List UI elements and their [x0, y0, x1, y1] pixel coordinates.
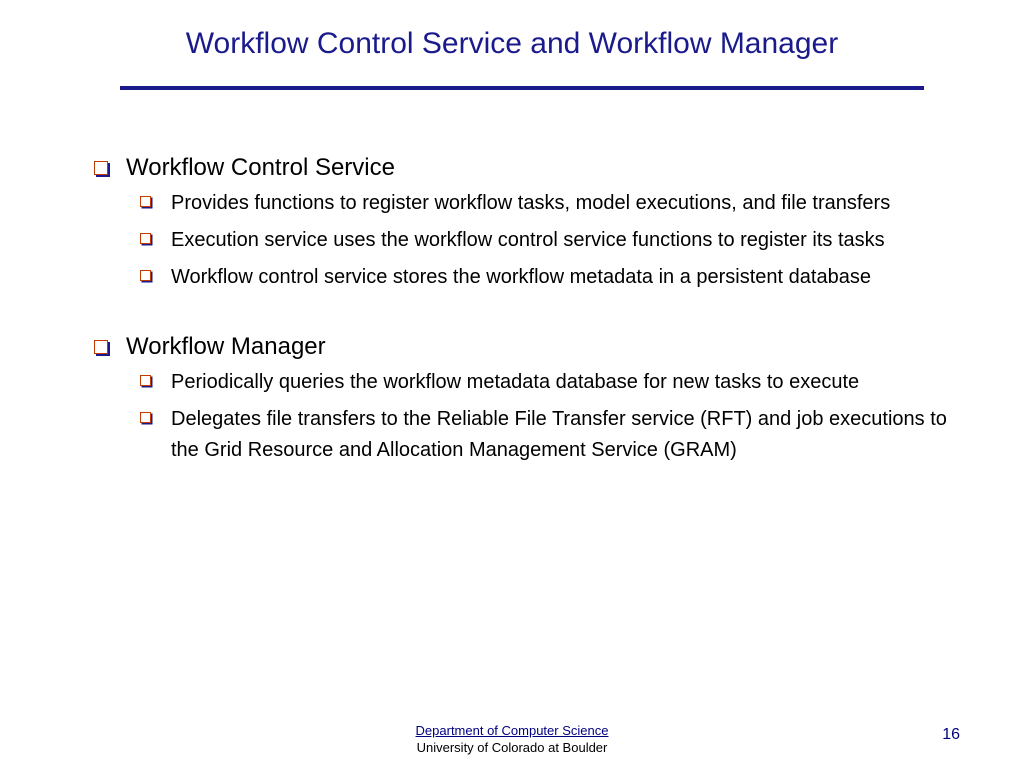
slide-footer	[0, 722, 1024, 756]
university-name: University of Colorado at Boulder	[416, 740, 608, 755]
square-bullet-icon	[140, 375, 151, 386]
square-bullet-icon	[94, 161, 108, 175]
bullet-text: Workflow control service stores the workflow metadata in a persistent database	[171, 266, 871, 288]
title-underline	[120, 86, 924, 90]
bullet-level2	[171, 188, 970, 219]
bullet-text: Execution service uses the workflow control service functions to register its tasks	[171, 229, 885, 251]
slide-title: Workflow Control Service and Workflow Manager	[185, 27, 839, 60]
bullet-level2	[171, 225, 970, 256]
bullet-text: Periodically queries the workflow metadata database for new tasks to execute	[171, 371, 860, 393]
square-bullet-icon	[140, 270, 151, 281]
section-heading: Workflow Manager	[126, 333, 326, 360]
square-bullet-icon	[94, 340, 108, 354]
department-link[interactable]: Department of Computer Science	[415, 723, 609, 738]
section-workflow-control-service	[90, 148, 970, 293]
bullet-level2	[171, 262, 970, 293]
bullet-text: Provides functions to register workflow tasks, model executions, and file transfers	[171, 192, 891, 214]
sub-bullet-list	[90, 188, 970, 293]
section-workflow-manager	[90, 327, 970, 466]
slide-body	[90, 148, 970, 472]
bullet-level2	[171, 404, 970, 466]
square-bullet-icon	[140, 412, 151, 423]
section-heading: Workflow Control Service	[126, 154, 395, 181]
square-bullet-icon	[140, 233, 151, 244]
square-bullet-icon	[140, 196, 151, 207]
bullet-level1	[90, 148, 970, 188]
bullet-level1	[90, 327, 970, 367]
sub-bullet-list	[90, 367, 970, 466]
page-number: 16	[942, 726, 960, 743]
bullet-text: Delegates file transfers to the Reliable File Transfer service (RFT) and job executions to the Grid Resource and Allocation Management Service (GRAM)	[171, 408, 947, 461]
bullet-level2	[171, 367, 970, 398]
